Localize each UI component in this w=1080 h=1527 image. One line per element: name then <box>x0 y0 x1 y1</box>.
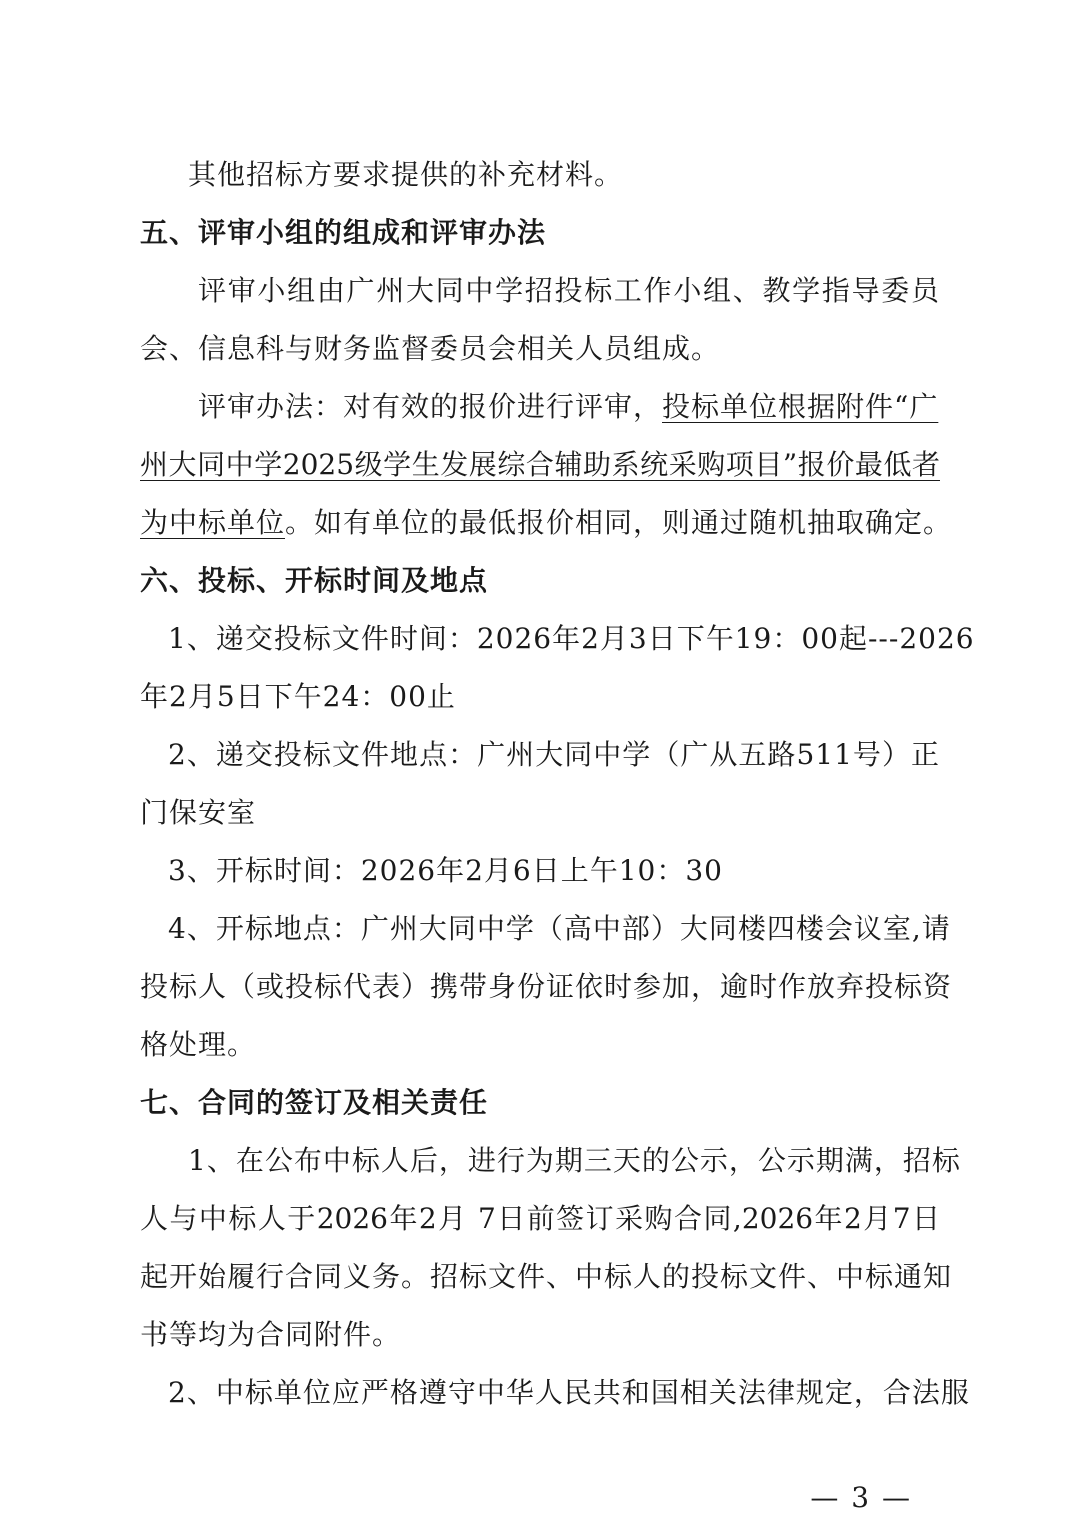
item-opening-place-line-2: 投标人（或投标代表）携带身份证依时参加，逾时作放弃投标资 <box>140 970 953 1003</box>
contract-item-2-line-1: 2、中标单位应严格遵守中华人民共和国相关法律规定，合法服 <box>168 1376 970 1409</box>
section-heading-6: 六、投标、开标时间及地点 <box>140 564 489 597</box>
paragraph-method-line-1 <box>140 378 940 436</box>
item-opening-time: 3、开标时间：2026年2月6日上午10：30 <box>168 854 723 887</box>
method-text: 评审办法：对有效的报价进行评审， <box>198 390 663 423</box>
paragraph-supplementary-materials: 其他招标方要求提供的补充材料。 <box>188 158 624 191</box>
item-submit-time-line-1: 1、递交投标文件时间：2026年2月3日下午19：00起---2026 <box>168 622 975 655</box>
paragraph-panel-line-1: 评审小组由广州大同中学招投标工作小组、教学指导委员 <box>198 274 940 307</box>
item-opening-place-line-3: 格处理。 <box>140 1028 257 1061</box>
item-submit-place-line-1: 2、递交投标文件地点：广州大同中学（广从五路511号）正 <box>168 738 940 771</box>
method-tail-text: 。如有单位的最低报价相同，则通过随机抽取确定。 <box>285 506 953 539</box>
paragraph-method-line-3 <box>140 494 953 552</box>
page-number: — 3 — <box>810 1481 912 1514</box>
section-heading-7: 七、合同的签订及相关责任 <box>140 1086 489 1119</box>
item-opening-place-line-1: 4、开标地点：广州大同中学（高中部）大同楼四楼会议室,请 <box>168 912 951 945</box>
contract-item-1-line-4: 书等均为合同附件。 <box>140 1318 402 1351</box>
paragraph-panel-line-2: 会、信息科与财务监督委员会相关人员组成。 <box>140 332 721 365</box>
contract-item-1-line-3: 起开始履行合同义务。招标文件、中标人的投标文件、中标通知 <box>140 1260 953 1293</box>
item-submit-time-line-2: 年2月5日下午24：00止 <box>140 680 456 713</box>
section-heading-5: 五、评审小组的组成和评审办法 <box>140 216 547 249</box>
contract-item-1-line-2: 人与中标人于2026年2月 7日前签订采购合同,2026年2月7日 <box>140 1202 940 1235</box>
contract-item-1-line-1: 1、在公布中标人后，进行为期三天的公示，公示期满，招标 <box>188 1144 961 1177</box>
method-underlined-text: 投标单位根据附件“广 <box>662 390 939 423</box>
item-submit-place-line-2: 门保安室 <box>140 796 257 829</box>
method-underlined-end: 为中标单位 <box>140 506 286 539</box>
paragraph-method-line-2: 州大同中学2025级学生发展综合辅助系统采购项目”报价最低者 <box>140 448 940 481</box>
